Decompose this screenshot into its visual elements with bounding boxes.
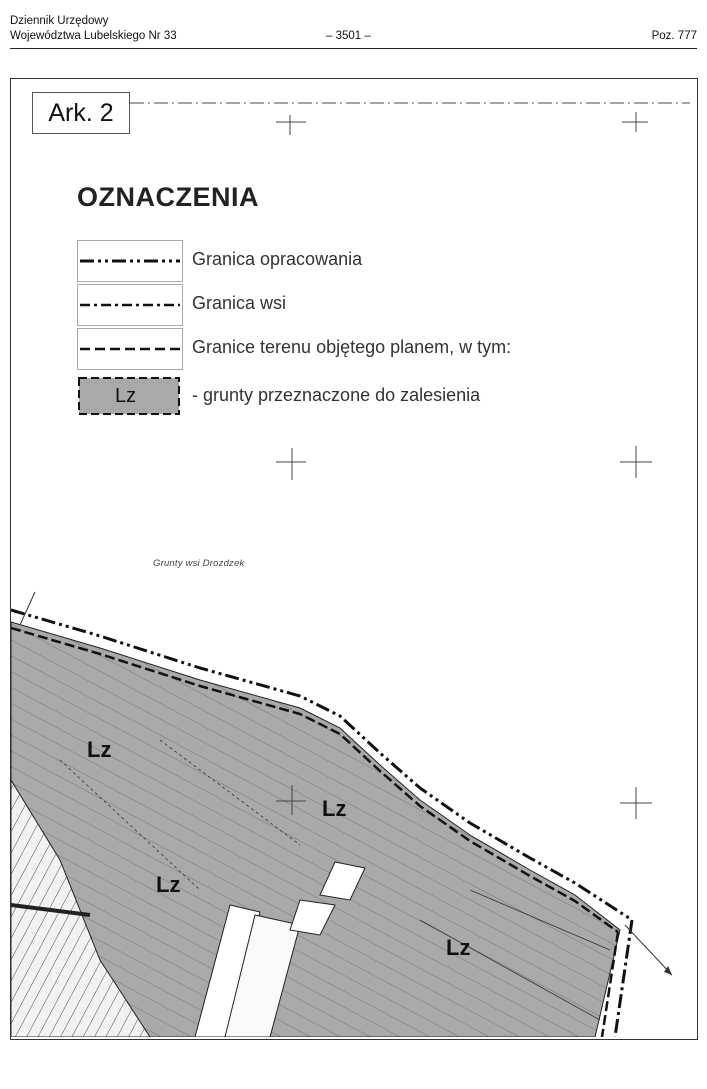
village-land-label: Grunty wsi Drozdzek	[153, 558, 245, 569]
page-number: – 3501 –	[326, 30, 371, 42]
legend-title: OZNACZENIA	[77, 182, 259, 212]
legend-label: - grunty przeznaczone do zalesienia	[192, 385, 481, 405]
afforestation-symbol-code: Lz	[115, 385, 137, 407]
journal-title: Dziennik Urzędowy	[10, 15, 109, 27]
plan-area-symbol	[77, 328, 183, 370]
legend-label: Granica opracowania	[192, 249, 363, 269]
position-number: Poz. 777	[651, 30, 697, 42]
zone-label: Lz	[322, 796, 347, 821]
zone-label: Lz	[446, 935, 471, 960]
zone-label: Lz	[156, 872, 181, 897]
zone-label: Lz	[87, 737, 112, 762]
sheet-label: Ark. 2	[32, 92, 130, 134]
legend-label: Granice terenu objętego planem, w tym:	[192, 337, 512, 357]
legend-label: Granica wsi	[192, 293, 287, 313]
afforestation-symbol	[77, 376, 181, 416]
study-boundary-symbol	[77, 240, 183, 282]
village-boundary-symbol	[77, 284, 183, 326]
journal-issue: Województwa Lubelskiego Nr 33	[10, 30, 177, 42]
